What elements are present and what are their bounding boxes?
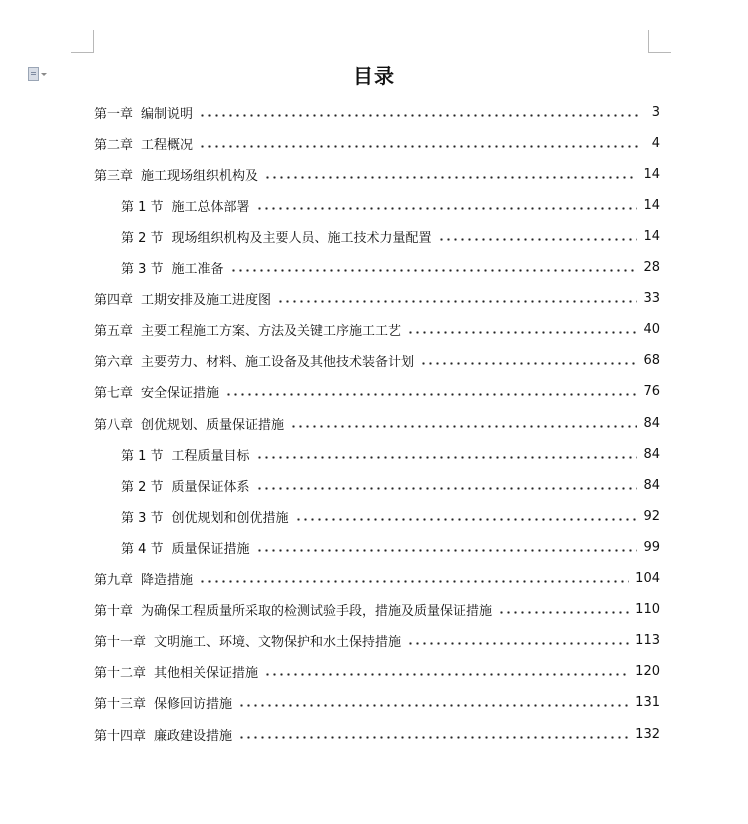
dot-leader — [256, 487, 638, 490]
toc-entry-title: 主要劳力、材料、施工设备及其他技术装备计划 — [141, 355, 415, 371]
toc-entry[interactable] — [121, 506, 660, 526]
toc-entry-page-number: 68 — [643, 353, 660, 369]
toc-entry[interactable] — [121, 475, 660, 495]
toc-entry[interactable] — [121, 444, 660, 464]
dot-leader — [256, 549, 638, 552]
toc-entry[interactable] — [121, 258, 660, 278]
dot-leader — [407, 331, 637, 334]
toc-entry-title: 编制说明 — [141, 106, 194, 122]
toc-entry[interactable] — [121, 226, 660, 246]
toc-entry-page-number: 14 — [643, 166, 660, 182]
toc-entry-title: 主要工程施工方案、方法及关键工序施工工艺 — [141, 324, 402, 340]
toc-entry-page-number: 40 — [643, 322, 660, 338]
dot-leader — [238, 736, 629, 739]
toc-entry-title: 创优规划、质量保证措施 — [141, 417, 285, 433]
toc-entry-title: 施工现场组织机构及 — [141, 168, 259, 184]
dot-leader — [238, 704, 629, 707]
toc-entry-page-number: 120 — [635, 664, 660, 680]
dot-leader — [295, 518, 638, 521]
toc-entry[interactable] — [94, 413, 660, 433]
toc-entry-page-number: 3 — [651, 104, 660, 120]
crop-mark-top-left — [71, 30, 94, 53]
toc-entry-page-number: 4 — [651, 135, 660, 151]
toc-entry[interactable] — [94, 289, 660, 309]
toc-entry-title: 安全保证措施 — [141, 386, 220, 402]
dot-leader — [256, 456, 638, 459]
toc-entry-number: 第十一章 — [94, 635, 147, 651]
toc-entry-number: 第六章 — [94, 355, 134, 371]
toc-entry-title: 为确保工程质量所采取的检测试验手段，措施及质量保证措施 — [141, 604, 493, 620]
dot-leader — [438, 238, 638, 241]
toc-entry-number: 第 2 节 — [121, 479, 164, 495]
dot-leader — [256, 207, 638, 210]
toc-entry-title: 施工准备 — [171, 262, 224, 277]
toc-entry-number: 第 1 节 — [121, 199, 164, 215]
toc-entry-number: 第二章 — [94, 137, 134, 153]
toc-entry[interactable] — [94, 693, 660, 713]
toc-entry-page-number: 110 — [635, 602, 660, 618]
toc-entry-number: 第四章 — [94, 293, 134, 309]
dot-leader — [290, 425, 637, 428]
toc-entry[interactable] — [94, 102, 660, 122]
toc-entry-number: 第 2 节 — [121, 230, 164, 246]
toc-entry-page-number: 28 — [643, 260, 660, 275]
dot-leader — [264, 176, 637, 179]
toc-entry[interactable] — [94, 351, 660, 371]
dot-leader — [420, 362, 637, 365]
toc-entry-title: 施工总体部署 — [171, 199, 250, 215]
toc-entry-number: 第八章 — [94, 417, 134, 433]
dot-leader — [199, 145, 640, 148]
toc-entry-number: 第一章 — [94, 106, 134, 122]
toc-entry-number: 第五章 — [94, 324, 134, 340]
toc-entry-number: 第 3 节 — [121, 510, 164, 526]
toc-entry[interactable] — [94, 569, 660, 589]
toc-entry-title: 其他相关保证措施 — [154, 666, 259, 682]
toc-entry[interactable] — [94, 724, 660, 744]
toc-entry-page-number: 33 — [643, 291, 660, 307]
toc-entry[interactable] — [121, 195, 660, 215]
toc-entry-title: 工期安排及施工进度图 — [141, 293, 272, 309]
dot-leader — [407, 642, 629, 645]
toc-entry[interactable] — [121, 537, 660, 557]
toc-entry-page-number: 99 — [643, 539, 660, 555]
toc-entry-page-number: 131 — [635, 695, 660, 711]
toc-entry-page-number: 92 — [643, 508, 660, 524]
toc-entry-number: 第十二章 — [94, 666, 147, 682]
toc-entry-title: 保修回访措施 — [154, 697, 233, 713]
toc-entry-page-number: 76 — [643, 384, 660, 400]
toc-entry-page-number: 132 — [635, 726, 660, 742]
page-title: 目录 — [353, 64, 395, 88]
toc-entry[interactable] — [94, 631, 660, 651]
toc-entry-number: 第十章 — [94, 604, 134, 620]
toc-entry-number: 第十四章 — [94, 728, 147, 744]
toc-entry[interactable] — [94, 164, 660, 184]
toc-entry-title: 廉政建设措施 — [154, 728, 233, 744]
toc-entry[interactable] — [94, 320, 660, 340]
toc-entry-page-number: 113 — [635, 633, 660, 649]
toc-entry-page-number: 84 — [643, 477, 660, 493]
dot-leader — [230, 269, 638, 272]
dot-leader — [199, 114, 640, 117]
toc-entry-title: 现场组织机构及主要人员、施工技术力量配置 — [171, 230, 432, 246]
dot-leader — [498, 611, 629, 614]
toc-entry-page-number: 14 — [643, 197, 660, 213]
toc-entry[interactable] — [94, 133, 660, 153]
dot-leader — [199, 580, 629, 583]
toc-entry-page-number: 84 — [643, 446, 660, 462]
dot-leader — [277, 300, 637, 303]
toc-entry-title: 工程概况 — [141, 137, 194, 153]
toc-entry-page-number: 104 — [635, 571, 660, 586]
toc-entry-number: 第十三章 — [94, 697, 147, 713]
toc-entry-number: 第 1 节 — [121, 448, 164, 464]
toc-entry-title: 工程质量目标 — [171, 448, 250, 464]
dot-leader — [225, 393, 637, 396]
toc-entry-title: 降造措施 — [141, 573, 194, 588]
toc-entry[interactable] — [94, 662, 660, 682]
toc-entry-number: 第九章 — [94, 573, 134, 588]
dot-leader — [264, 673, 629, 676]
toc-entry-title: 创优规划和创优措施 — [171, 510, 289, 526]
toc-entry[interactable] — [94, 600, 660, 620]
toc-entry-title: 质量保证措施 — [171, 541, 250, 557]
toc-entry-number: 第 4 节 — [121, 541, 164, 557]
toc-entry[interactable] — [94, 382, 660, 402]
toc-entry-page-number: 14 — [643, 228, 660, 244]
toc-entry-number: 第 3 节 — [121, 262, 164, 277]
toc-entry-title: 质量保证体系 — [171, 479, 250, 495]
toc-entry-title: 文明施工、环境、文物保护和水土保持措施 — [154, 635, 402, 651]
toc-entry-number: 第七章 — [94, 386, 134, 402]
toc-entry-number: 第三章 — [94, 168, 134, 184]
crop-mark-top-right — [648, 30, 671, 53]
toc-entry-page-number: 84 — [643, 415, 660, 431]
